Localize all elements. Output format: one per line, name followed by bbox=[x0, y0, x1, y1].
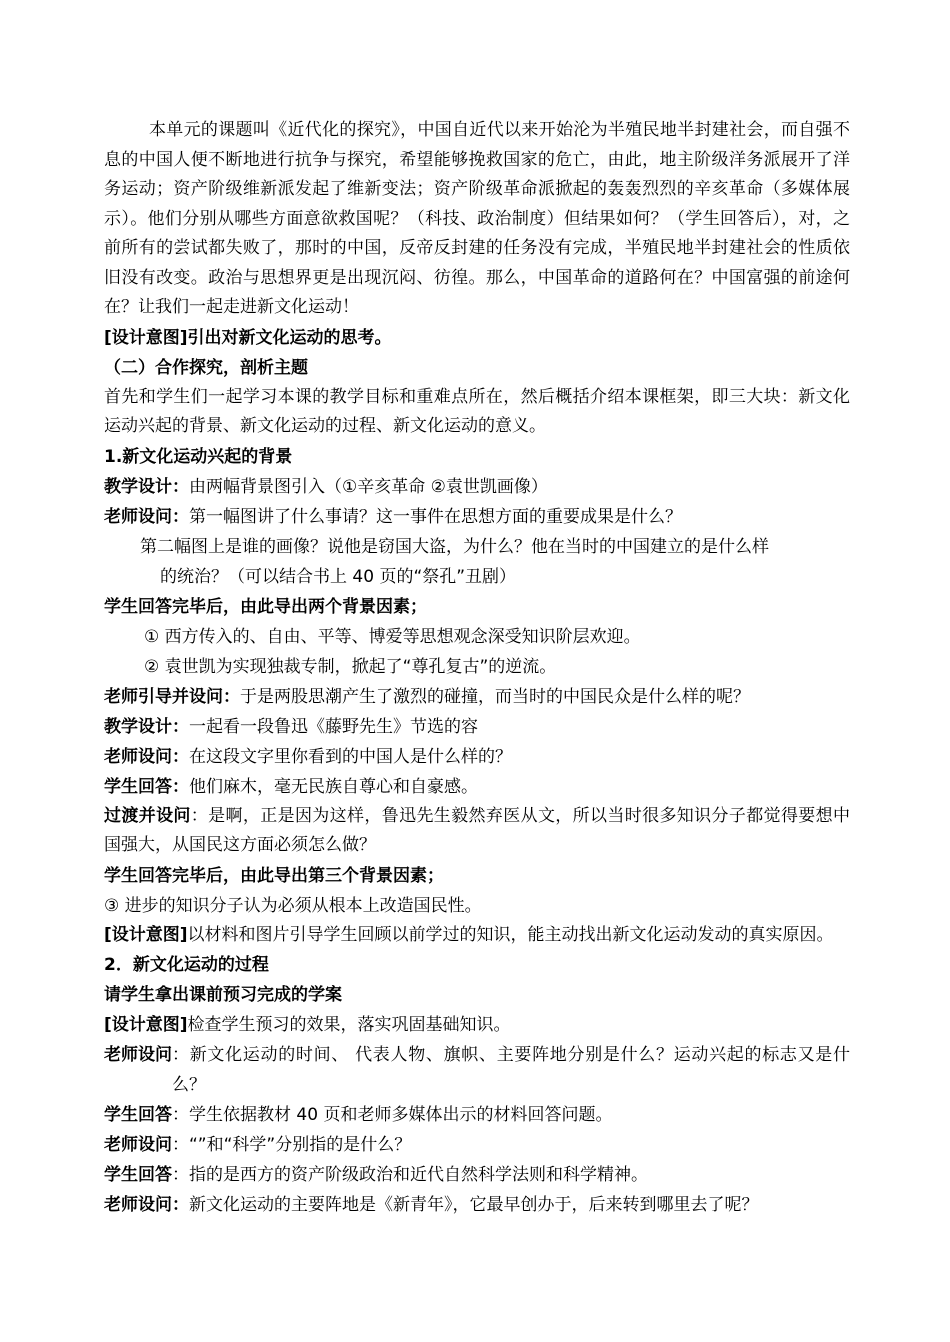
instruction: 请学生拿出课前预习完成的学案 bbox=[104, 985, 342, 1005]
text: ：新文化运动的时间、 代表人物、旗帜、主要阵地分别是什么？运动兴起的标志又是什么？ bbox=[172, 1045, 850, 1095]
label: 老师引导并设问： bbox=[104, 686, 240, 707]
label: 老师设问： bbox=[104, 506, 189, 527]
label: 老师设问： bbox=[104, 1195, 189, 1215]
label: 过渡并设问 bbox=[104, 805, 191, 826]
student-done-1: 学生回答完毕后，由此导出两个背景因素； bbox=[104, 596, 427, 617]
design-intent-3 bbox=[104, 1010, 850, 1040]
text: 一起看一段鲁迅《藤野先生》节选的容 bbox=[189, 716, 478, 737]
transition-question bbox=[104, 802, 850, 861]
text: ：学生依据教材 40 页和老师多媒体出示的材料回答问题。 bbox=[172, 1105, 613, 1125]
teacher-question-3 bbox=[104, 1040, 850, 1100]
heading-background: 1.新文化运动兴起的背景 bbox=[104, 446, 293, 467]
line: 第二幅图上是谁的画像？说他是窃国大盗，为什么？他在当时的中国建立的是什么样 bbox=[140, 536, 769, 557]
teach-design-1 bbox=[104, 472, 850, 502]
text: 以材料和图片引导学生回顾以前学过的知识，能主动找出新文化运动发动的真实原因。 bbox=[187, 924, 834, 945]
teacher-question-5 bbox=[104, 1190, 850, 1220]
section2-heading: （二）合作探究，剖析主题 bbox=[104, 357, 308, 378]
document-page bbox=[104, 116, 850, 1220]
text: 于是两股思潮产生了激烈的碰撞，而当时的中国民众是什么样的呢？ bbox=[240, 686, 750, 707]
teach-design-2 bbox=[104, 712, 850, 742]
label: 教学设计： bbox=[104, 476, 189, 497]
text: ：是啊，正是因为这样，鲁迅先生毅然弃医从文，所以当时很多知识分子都觉得要想中国强大，从国民这方面必须怎么做？ bbox=[104, 805, 851, 855]
line: 的统治？（可以结合书上 40 页的“祭孔”丑剧） bbox=[160, 566, 517, 587]
label: 学生回答 bbox=[104, 1165, 172, 1185]
factor-1: ① 西方传入的、自由、平等、博爱等思想观念深受知识阶层欢迎。 bbox=[144, 626, 641, 647]
intro-paragraph: 本单元的课题叫《近代化的探究》，中国自近代以来开始沦为半殖民地半封建社会，而自强不息的中国人便不断地进行抗争与探究，希望能够挽救国家的危亡，由此，地主阶级洋务派展开了洋务运动；资产阶级维新派发起了维新变法；资产阶级革命派掀起的轰轰烈烈的辛亥革命（多媒体展示）。他们分别从哪些方面意欲救国呢？（科技、政治制度）但结果如何？（学生回答后），对，之前所有的尝试都失败了，那时的中国，反帝反封建的任务没有完成，半殖民地半封建社会的性质依旧没有改变。政治与思想界更是出现沉闷、彷徨。那么，中国革命的道路何在？中国富强的前途何在？让我们一起走进新文化运动！ bbox=[104, 120, 850, 317]
student-done-2: 学生回答完毕后，由此导出第三个背景因素； bbox=[104, 865, 444, 886]
label: 学生回答 bbox=[104, 1105, 172, 1125]
factor-2: ② 袁世凯为实现独裁专制，掀起了“尊孔复古”的逆流。 bbox=[144, 656, 557, 677]
label: 老师设问： bbox=[104, 746, 189, 767]
text: 他们麻木，毫无民族自尊心和自豪感。 bbox=[189, 776, 478, 797]
student-answer-3 bbox=[104, 1160, 850, 1190]
label: 教学设计： bbox=[104, 716, 189, 737]
teacher-question-1 bbox=[104, 502, 850, 532]
design-intent-1: [设计意图]引出对新文化运动的思考。 bbox=[104, 327, 392, 348]
teacher-question-2 bbox=[104, 742, 850, 772]
student-answer-2 bbox=[104, 1100, 850, 1130]
label: 老师设问 bbox=[104, 1045, 172, 1065]
heading-process: 2．新文化运动的过程 bbox=[104, 955, 269, 975]
teacher-question-4 bbox=[104, 1130, 850, 1160]
label: [设计意图] bbox=[104, 924, 188, 945]
text: 在这段文字里你看到的中国人是什么样的？ bbox=[189, 746, 512, 767]
section2-intro: 首先和学生们一起学习本课的教学目标和重难点所在，然后概括介绍本课框架，即三大块：新文化运动兴起的背景、新文化运动的过程、新文化运动的意义。 bbox=[104, 386, 850, 436]
factor-3: ③ 进步的知识分子认为必须从根本上改造国民性。 bbox=[104, 895, 482, 916]
teacher-guide bbox=[104, 682, 850, 712]
label: [设计意图] bbox=[104, 1015, 188, 1035]
text: 由两幅背景图引入（①辛亥革命 ②袁世凯画像） bbox=[189, 476, 548, 497]
text: 新文化运动的主要阵地是《新青年》，它最早创办于，后来转到哪里去了呢？ bbox=[189, 1195, 759, 1215]
text: ：指的是西方的资产阶级政治和近代自然科学法则和科学精神。 bbox=[172, 1165, 648, 1185]
label: 老师设问 bbox=[104, 1135, 172, 1155]
text: 检查学生预习的效果，落实巩固基础知识。 bbox=[187, 1015, 511, 1035]
label: 学生回答： bbox=[104, 776, 189, 797]
text: 第一幅图讲了什么事请？这一事件在思想方面的重要成果是什么？ bbox=[189, 506, 682, 527]
design-intent-2 bbox=[104, 921, 850, 951]
student-answer-1 bbox=[104, 772, 850, 802]
teacher-question-1-continued bbox=[104, 532, 850, 592]
text: ：“”和“科学”分别指的是什么？ bbox=[172, 1135, 412, 1155]
